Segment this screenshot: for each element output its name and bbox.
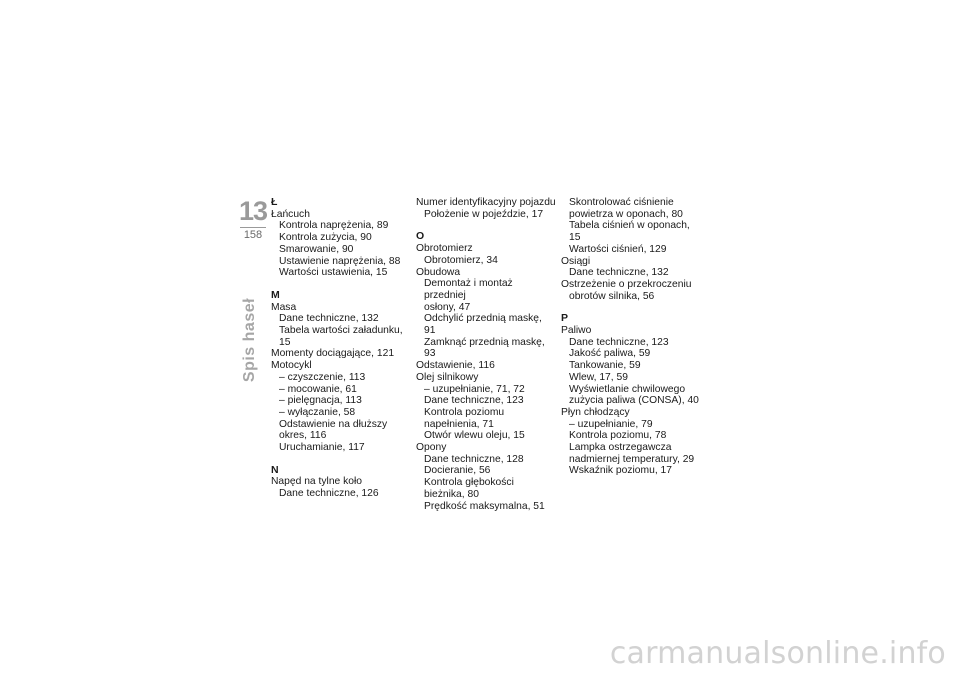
index-subentry: Demontaż i montaż przedniej: [424, 278, 513, 301]
index-subentry: Wlew, 17, 59: [569, 371, 628, 383]
index-subentry: Odstawienie na dłuższy: [279, 418, 388, 430]
index-subentry: Tabela ciśnień w oponach, 15: [569, 220, 690, 244]
index-letter: O: [416, 230, 425, 243]
index-subentry: Skontrolować ciśnienie: [569, 197, 674, 208]
index-entry: Osiągi: [561, 255, 591, 267]
index-subentry: Wartości ciśnień, 129: [569, 243, 667, 255]
index-column-3: [561, 197, 701, 477]
index-subentry: napełnienia, 71: [424, 418, 494, 430]
index-subentry: Zamknąć przednią maskę, 93: [424, 336, 545, 360]
chapter-divider: [240, 227, 266, 228]
index-subentry: powietrza w oponach, 80: [569, 208, 683, 220]
chapter-marker: [236, 197, 270, 241]
index-subentry: – uzupełnianie, 71, 72: [424, 383, 525, 395]
index-entry: Łańcuch: [271, 208, 310, 220]
index-entry: Momenty dociągające, 121: [271, 348, 395, 360]
watermark: carmanualsonline.info: [609, 636, 946, 671]
index-letter: P: [561, 312, 569, 325]
index-subentry: Dane techniczne, 132: [569, 267, 669, 279]
index-column-1: [271, 197, 411, 500]
index-subentry: Kontrola głębokości: [424, 477, 514, 489]
index-subentry: – mocowanie, 61: [279, 383, 357, 395]
index-letter: N: [271, 463, 279, 476]
index-subentry: Dane techniczne, 123: [424, 395, 524, 407]
index-subentry: Tabela wartości załadunku, 15: [279, 325, 403, 348]
index-subentry: Lampka ostrzegawcza: [569, 442, 672, 454]
index-subentry: Dane techniczne, 132: [279, 313, 379, 325]
index-subentry: osłony, 47: [424, 301, 471, 313]
index-column-2: [416, 197, 556, 512]
index-subentry: Kontrola naprężenia, 89: [279, 220, 389, 232]
index-entry: Numer identyfikacyjny pojazdu: [416, 197, 556, 208]
index-subentry: Dane techniczne, 123: [569, 336, 669, 348]
index-subentry: Położenie w pojeździe, 17: [424, 208, 544, 220]
index-subentry: Docieranie, 56: [424, 465, 491, 477]
index-subentry: – wyłączanie, 58: [279, 406, 356, 418]
section-title: Spis haseł: [241, 297, 258, 383]
index-entry: Paliwo: [561, 325, 592, 337]
index-subentry: Otwór wlewu oleju, 15: [424, 430, 525, 442]
index-entry: Napęd na tylne koło: [271, 476, 363, 488]
index-subentry: Wskaźnik poziomu, 17: [569, 465, 673, 477]
index-entry: Motocykl: [271, 360, 312, 372]
index-subentry: Dane techniczne, 126: [279, 488, 379, 500]
index-subentry: Dane techniczne, 128: [424, 453, 524, 465]
index-subentry: Prędkość maksymalna, 51: [424, 500, 545, 512]
index-entry: Ostrzeżenie o przekroczeniu: [561, 278, 692, 290]
index-subentry: – pielęgnacja, 113: [279, 395, 362, 407]
index-subentry: Uruchamianie, 117: [279, 442, 365, 454]
index-letter: M: [271, 288, 280, 301]
index-subentry: Jakość paliwa, 59: [569, 348, 651, 360]
index-entry: Odstawienie, 116: [416, 360, 495, 372]
index-entry: Olej silnikowy: [416, 371, 479, 383]
index-subentry: nadmiernej temperatury, 29: [569, 453, 695, 465]
index-letter: Ł: [271, 196, 278, 208]
index-subentry: Wyświetlanie chwilowego: [569, 383, 686, 395]
index-entry: Opony: [416, 442, 447, 454]
index-subentry: Odchylić przednią maskę, 91: [424, 313, 542, 337]
index-subentry: Kontrola zużycia, 90: [279, 232, 372, 244]
index-subentry: obrotów silnika, 56: [569, 290, 655, 302]
index-entry: Obrotomierz: [416, 243, 473, 255]
chapter-number: 13: [238, 196, 268, 226]
index-subentry: bieżnika, 80: [424, 488, 479, 500]
index-subentry: Wartości ustawienia, 15: [279, 267, 388, 279]
index-subentry: Kontrola poziomu, 78: [569, 430, 667, 442]
index-entry: Masa: [271, 301, 297, 313]
index-subentry: Obrotomierz, 34: [424, 254, 498, 266]
index-subentry: Tankowanie, 59: [569, 360, 641, 372]
index-subentry: okres, 116: [279, 430, 327, 442]
index-entry: Obudowa: [416, 266, 461, 278]
index-subentry: Ustawienie naprężenia, 88: [279, 255, 401, 267]
index-subentry: Kontrola poziomu: [424, 406, 505, 418]
index-subentry: zużycia paliwa (CONSA), 40: [569, 395, 699, 407]
index-subentry: – czyszczenie, 113: [279, 371, 366, 383]
page-number: 158: [243, 229, 263, 241]
index-subentry: – uzupełnianie, 79: [569, 418, 653, 430]
index-entry: Płyn chłodzący: [561, 406, 630, 418]
index-subentry: Smarowanie, 90: [279, 243, 354, 255]
